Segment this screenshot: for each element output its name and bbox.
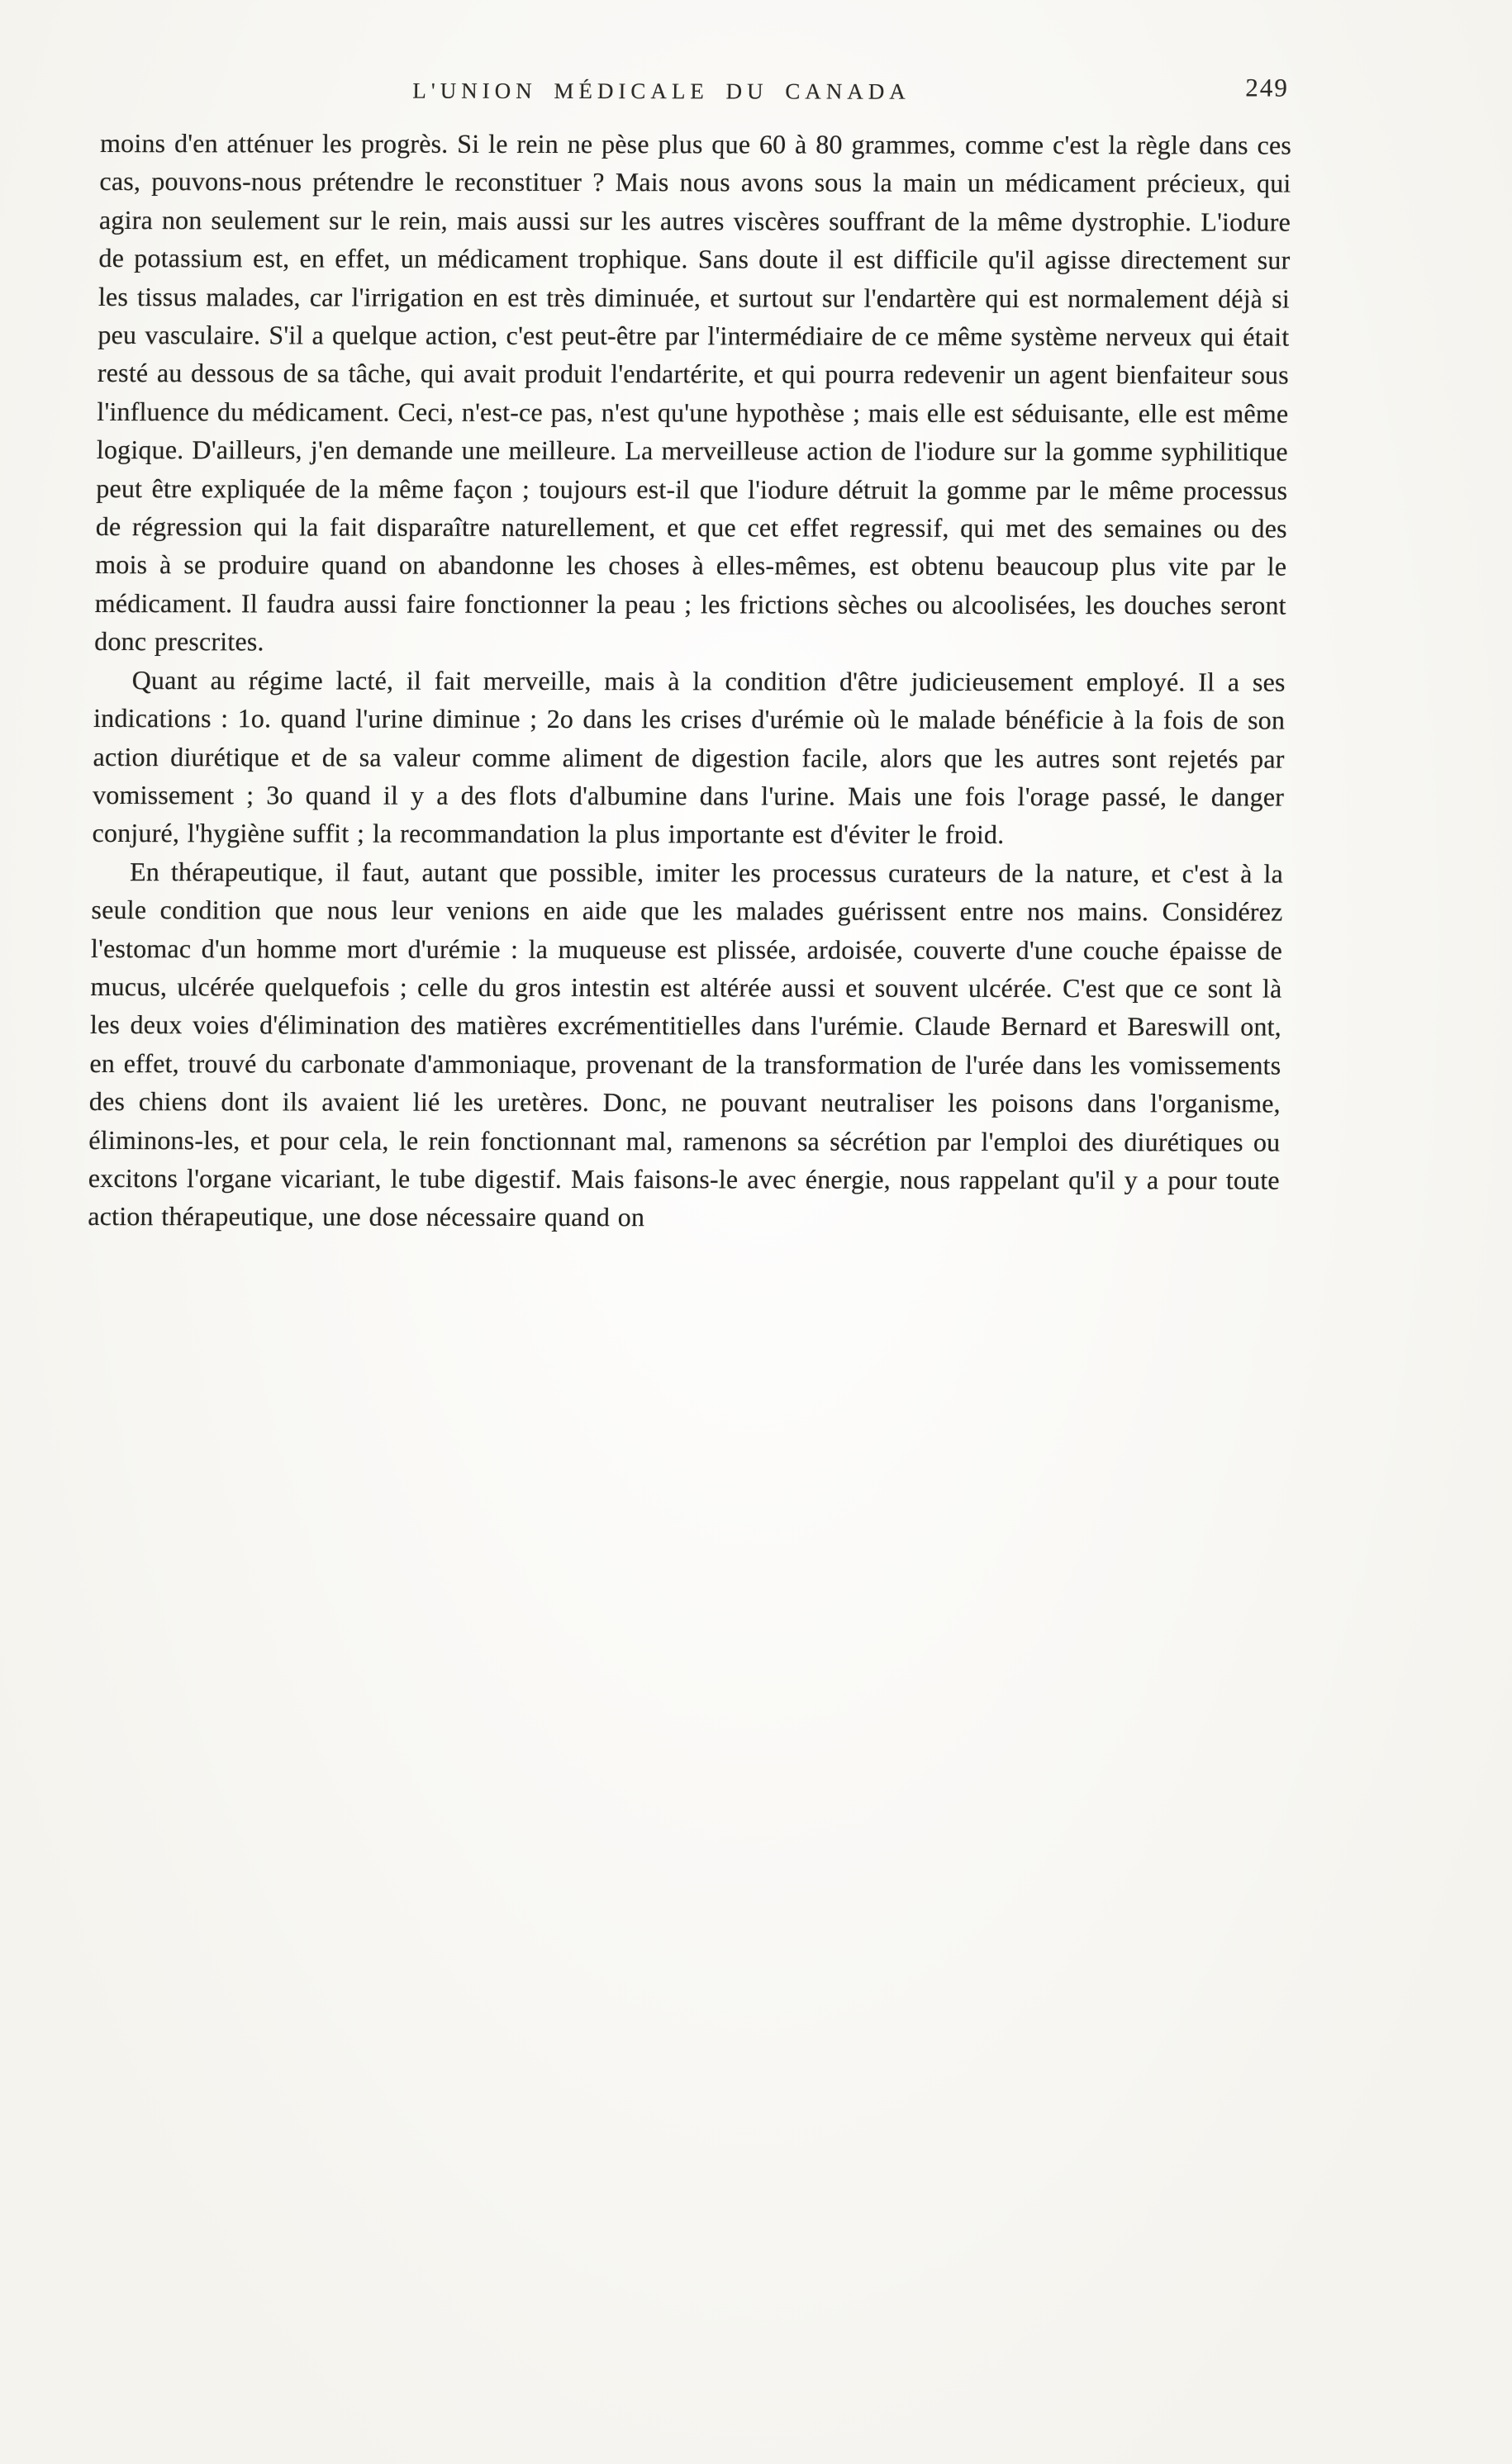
page-body — [88, 124, 1291, 1237]
paragraph-continuation: moins d'en atténuer les progrès. Si le rein ne pèse plus que 60 à 80 grammes, comme c'est la règle dans ces cas, pouvons-nous prétendre le reconstituer ? Mais nous avons sous la main un médicament précieux, qui agira non seulement sur le rein, mais aussi sur les autres viscères souffrant de la même dystrophie. L'iodure de potassium est, en effet, un médicament trophique. Sans doute il est difficile qu'il agisse directement sur les tissus malades, car l'irrigation en est très diminuée, et surtout sur l'endartère qui est normalement déjà si peu vasculaire. S'il a quelque action, c'est peut-être par l'intermédiaire de ce même système nerveux qui était resté au dessous de sa tâche, qui avait produit l'endartérite, et qui pourra redevenir un agent bienfaiteur sous l'influence du médicament. Ceci, n'est-ce pas, n'est qu'une hypothèse ; mais elle est séduisante, elle est même logique. D'ailleurs, j'en demande une meilleure. La merveilleuse action de l'iodure sur la gomme syphilitique peut être expliquée de la même façon ; toujours est-il que l'iodure détruit la gomme par le même processus de régression qui la fait disparaître naturellement, et que cet effet regressif, qui met des semaines ou des mois à se produire quand on abandonne les choses à elles-mêmes, est obtenu beaucoup plus vite par le médicament. Il faudra aussi faire fonctionner la peau ; les frictions sèches ou alcoolisées, les douches seront donc prescrites. — [94, 127, 1292, 657]
page-header — [101, 73, 1292, 115]
paragraph-therapeutique: En thérapeutique, il faut, autant que possible, imiter les processus curateurs de la nature, et c'est à la seule condition que nous leur venions en aide que les malades guérissent entre nos mains. Considérez l'estomac d'un homme mort d'urémie : la muqueuse est plissée, ardoisée, couverte d'une couche épaisse de mucus, ulcérée quelquefois ; celle du gros intestin est altérée aussi et souvent ulcérée. C'est que ce sont là les deux voies d'élimination des matières excrémentitielles dans l'urémie. Claude Bernard et Bareswill ont, en effet, trouvé du carbonate d'ammoniaque, provenant de la transformation de l'urée dans les vomissements des chiens dont ils avaient lié les uretères. Donc, ne pouvant neutraliser les poisons dans l'organisme, éliminons-les, et pour cela, le rein fonctionnant mal, ramenons sa sécrétion par l'emploi des diurétiques ou excitons l'organe vicariant, le tube digestif. Mais faisons-le avec énergie, nous rappelant qu'il y a pour toute action thérapeutique, une dose nécessaire quand on — [88, 856, 1284, 1232]
scan-content — [88, 73, 1292, 1237]
page-number: 249 — [1245, 73, 1290, 102]
running-title: L'UNION MÉDICALE DU CANADA — [412, 78, 911, 104]
paragraph-regime-lacte: Quant au régime lacté, il fait merveille, mais à la condition d'être judicieusement employé. Il a ses indications : 1o. quand l'urine diminue ; 2o dans les crises d'urémie où le malade bénéficie à la fois de son action diurétique et de sa valeur comme aliment de digestion facile, alors que les autres sont rejetés par vomissement ; 3o quand il y a des flots d'albumine dans l'urine. Mais une fois l'orage passé, le danger conjuré, l'hygiène suffit ; la recommandation la plus importante est d'éviter le froid. — [92, 664, 1286, 850]
